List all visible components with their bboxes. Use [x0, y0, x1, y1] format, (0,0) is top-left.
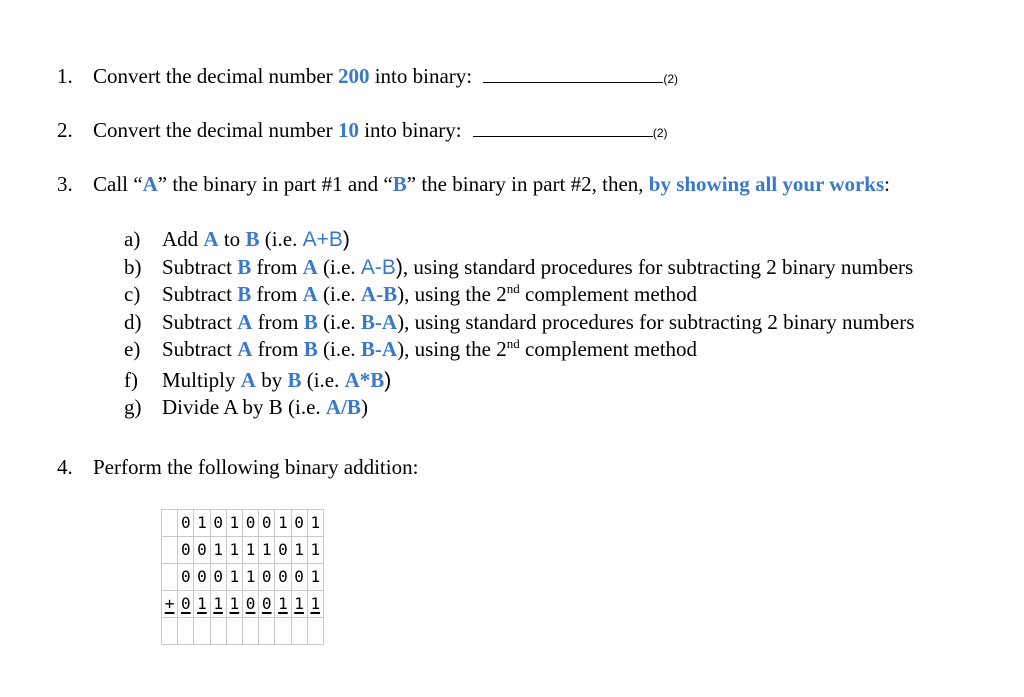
subitem-letter: b) — [124, 254, 142, 279]
operator-cell — [162, 564, 178, 591]
subitem-a — [124, 226, 914, 254]
binary-digit: 0 — [194, 537, 210, 564]
question-4 — [57, 455, 418, 480]
subitem-text: Subtract — [162, 337, 238, 361]
operand-y: B — [245, 227, 260, 251]
subitem-text: (i.e. — [317, 282, 361, 306]
binary-digit: 0 — [291, 510, 307, 537]
question-text: ” the binary in part #1 and “ — [157, 172, 393, 196]
subitem-text: Multiply — [162, 367, 241, 392]
expression: A-B — [360, 255, 396, 279]
subitem-text: ) — [384, 368, 392, 392]
binary-digit: 0 — [259, 591, 275, 618]
subitem-text: ) — [397, 309, 405, 334]
question-1 — [57, 63, 678, 89]
question-number: 4. — [57, 455, 73, 479]
label-b: B — [392, 172, 407, 196]
operand-x: B — [237, 282, 252, 306]
binary-digit: 1 — [242, 537, 258, 564]
question-text: into binary: — [369, 64, 473, 88]
binary-digit: 1 — [307, 564, 323, 591]
binary-digit: 1 — [226, 510, 242, 537]
subitem-text: , using the 2 — [404, 282, 507, 306]
binary-digit: 1 — [291, 537, 307, 564]
answer-cell[interactable] — [275, 618, 291, 645]
addition-row — [162, 537, 324, 564]
subitem-text: from — [251, 254, 303, 279]
question-number: 3. — [57, 172, 73, 196]
subitem-letter: e) — [124, 337, 141, 361]
binary-digit: 0 — [275, 564, 291, 591]
binary-digit: 0 — [259, 510, 275, 537]
binary-digit: 1 — [307, 510, 323, 537]
answer-row[interactable] — [162, 618, 324, 645]
addition-row — [162, 591, 324, 618]
binary-digit: 1 — [275, 591, 291, 618]
answer-blank[interactable] — [483, 63, 663, 83]
binary-digit: 1 — [242, 564, 258, 591]
binary-digit: 1 — [307, 591, 323, 618]
subitem-letter: a) — [124, 227, 141, 251]
subitem-letter: f) — [124, 367, 138, 392]
answer-cell[interactable] — [178, 618, 194, 645]
binary-digit: 1 — [210, 537, 226, 564]
question-number: 1. — [57, 64, 73, 88]
subitem-text: complement method — [519, 282, 698, 306]
operand-x: A — [237, 309, 253, 334]
subitem-text: (i.e. — [317, 337, 361, 361]
subitem-text: ) — [397, 337, 405, 361]
subitem-text: ) — [360, 395, 368, 419]
operand-y: A — [302, 282, 318, 306]
operand-y: A — [302, 254, 318, 279]
binary-digit: 0 — [178, 510, 194, 537]
decimal-value: 200 — [337, 64, 370, 88]
binary-digit: 1 — [226, 591, 242, 618]
question-text: Convert the decimal number — [93, 64, 338, 88]
question-text: Perform the following binary addition: — [93, 455, 419, 479]
answer-cell[interactable] — [307, 618, 323, 645]
subitem-text: (i.e. — [259, 227, 303, 251]
subitem-text: ) — [395, 255, 403, 279]
answer-cell[interactable] — [210, 618, 226, 645]
subitem-text: ) — [397, 282, 405, 306]
subitem-text: Subtract — [162, 309, 238, 334]
subitem-d — [124, 309, 914, 337]
expression: A-B — [360, 282, 398, 306]
binary-digit: 0 — [194, 564, 210, 591]
points-label: (2) — [663, 72, 679, 86]
expression: A+B — [302, 228, 343, 251]
operand-y: B — [287, 367, 302, 392]
binary-addition-grid — [161, 509, 324, 645]
binary-digit: 0 — [178, 537, 194, 564]
emphasis-text: by showing all your works — [648, 172, 885, 196]
subitem-text: (i.e. — [317, 254, 361, 279]
question-text: into binary: — [358, 118, 462, 142]
question-number: 2. — [57, 118, 73, 142]
addition-row — [162, 564, 324, 591]
superscript: nd — [506, 336, 520, 351]
binary-digit: 0 — [275, 537, 291, 564]
subitem-c — [124, 281, 914, 309]
operand-y: B — [303, 337, 318, 361]
question-2 — [57, 117, 668, 143]
answer-blank[interactable] — [473, 117, 653, 137]
subitem-text: from — [252, 337, 304, 361]
binary-digit: 1 — [275, 510, 291, 537]
subitem-text: by — [255, 367, 288, 392]
subitem-text: from — [252, 309, 304, 334]
answer-cell[interactable] — [226, 618, 242, 645]
binary-digit: 0 — [291, 564, 307, 591]
question-text: Call “ — [93, 172, 143, 196]
binary-digit: 0 — [178, 564, 194, 591]
answer-cell[interactable] — [194, 618, 210, 645]
expression: B-A — [360, 309, 398, 334]
binary-digit: 1 — [291, 591, 307, 618]
subitem-text: (i.e. — [301, 367, 345, 392]
subitem-text: ) — [342, 228, 350, 251]
subitem-e — [124, 336, 914, 364]
answer-cell[interactable] — [162, 618, 178, 645]
answer-cell[interactable] — [242, 618, 258, 645]
question-text: : — [884, 172, 890, 196]
subitem-text: , using the 2 — [404, 337, 507, 361]
subitem-letter: g) — [124, 395, 142, 419]
subitem-text: complement method — [519, 337, 698, 361]
subitem-text: to — [218, 227, 246, 251]
operand-y: B — [303, 309, 318, 334]
binary-digit: 1 — [226, 564, 242, 591]
binary-digit: 1 — [194, 510, 210, 537]
subitem-letter: c) — [124, 282, 141, 306]
question-text: ” the binary in part #2, then, — [406, 172, 649, 196]
operand-x: A — [240, 367, 256, 392]
subitem-text: (i.e. — [282, 395, 326, 419]
operand-x: B — [237, 254, 252, 279]
subitem-b — [124, 254, 914, 282]
answer-cell[interactable] — [259, 618, 275, 645]
addition-row — [162, 510, 324, 537]
binary-digit: 1 — [226, 537, 242, 564]
points-label: (2) — [652, 126, 668, 140]
answer-cell[interactable] — [291, 618, 307, 645]
expression: A*B — [344, 367, 385, 392]
binary-digit: 0 — [210, 510, 226, 537]
superscript: nd — [506, 281, 520, 296]
binary-digit: 0 — [242, 510, 258, 537]
binary-digit: 1 — [194, 591, 210, 618]
subitem-list — [124, 226, 914, 422]
subitem-text: , using standard procedures for subtracting 2 binary numbers — [402, 254, 914, 279]
question-3 — [57, 172, 890, 197]
operator-cell — [162, 510, 178, 537]
operand-x: A — [237, 337, 253, 361]
subitem-text: Add — [162, 227, 204, 251]
subitem-text: , using standard procedures for subtracting 2 binary numbers — [404, 309, 915, 334]
subitem-text: (i.e. — [317, 309, 361, 334]
decimal-value: 10 — [337, 118, 359, 142]
subitem-g — [124, 394, 914, 422]
binary-digit: 0 — [259, 564, 275, 591]
binary-digit: 0 — [210, 564, 226, 591]
binary-digit: 1 — [307, 537, 323, 564]
expression: A/B — [325, 395, 361, 419]
subitem-letter: d) — [124, 309, 142, 334]
operator-cell: + — [162, 591, 178, 618]
binary-digit: 1 — [259, 537, 275, 564]
binary-digit: 0 — [242, 591, 258, 618]
subitem-f — [124, 367, 914, 395]
operand-x: A — [203, 227, 219, 251]
binary-digit: 1 — [210, 591, 226, 618]
subitem-text: from — [251, 282, 303, 306]
question-text: Convert the decimal number — [93, 118, 338, 142]
binary-digit: 0 — [178, 591, 194, 618]
subitem-text: Subtract — [162, 254, 238, 279]
label-a: A — [142, 172, 158, 196]
operator-cell — [162, 537, 178, 564]
expression: B-A — [360, 337, 398, 361]
subitem-text: Subtract — [162, 282, 238, 306]
subitem-text: Divide A by B — [162, 395, 283, 419]
